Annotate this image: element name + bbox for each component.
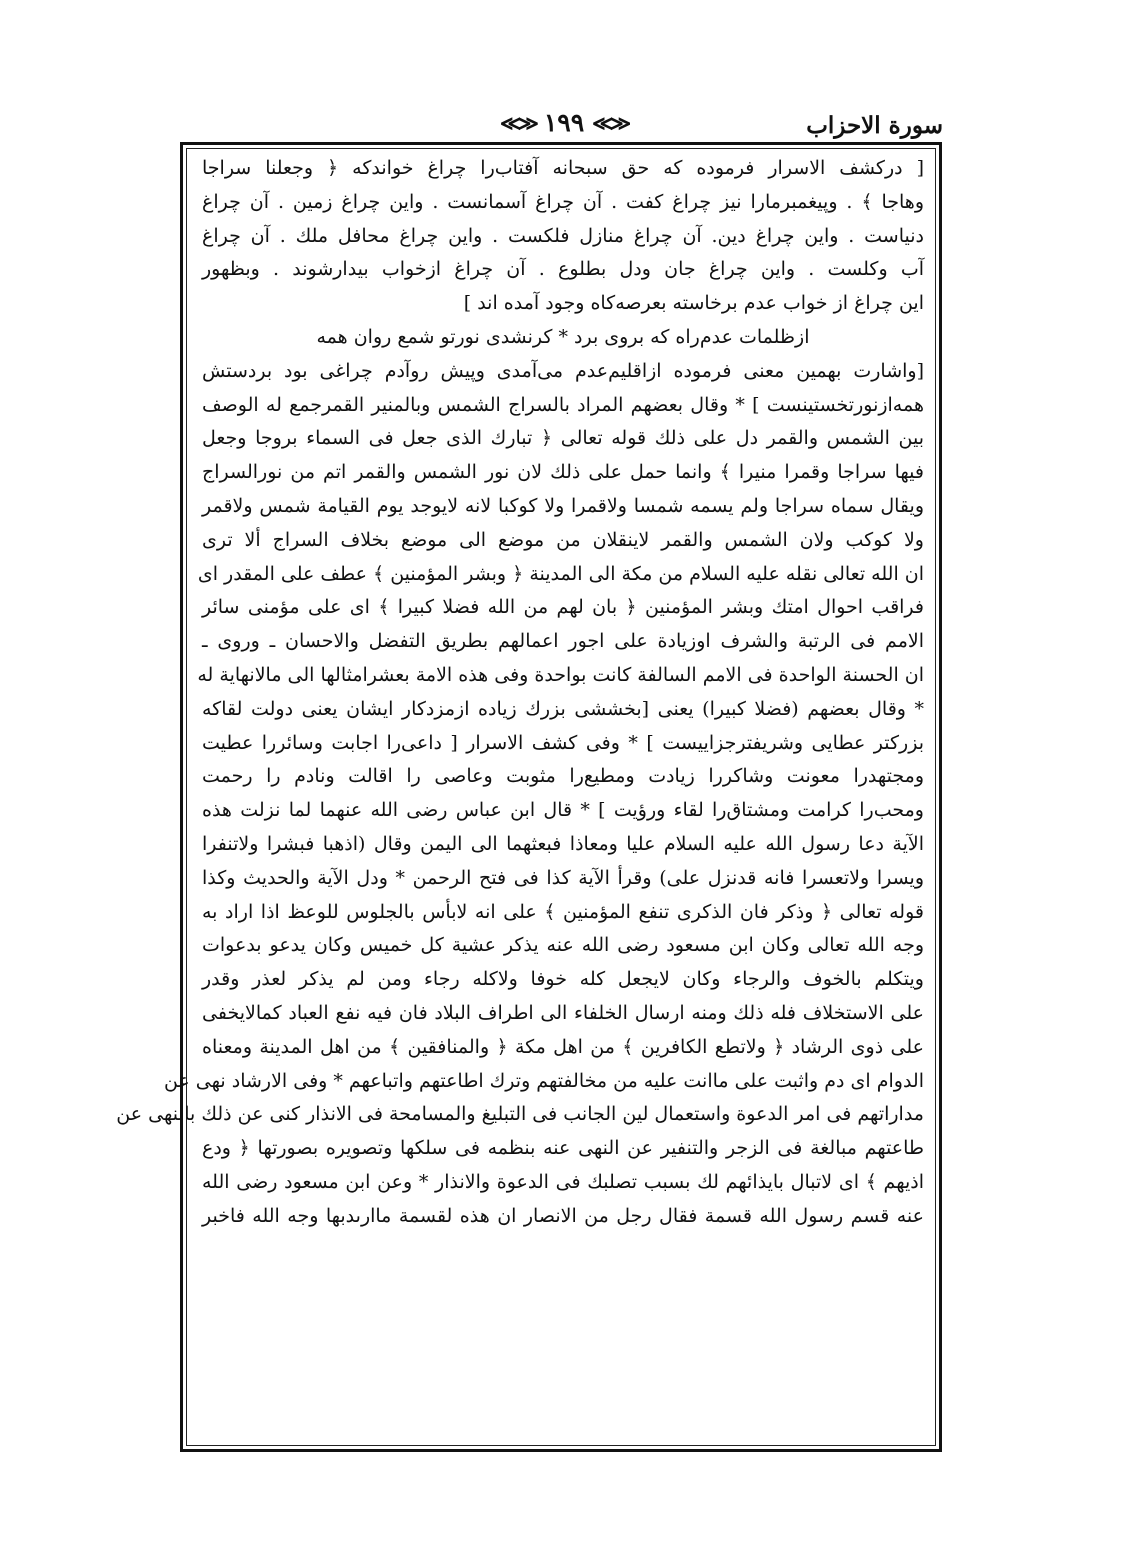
text-line: [واشارت بهمين معنى فرموده ازاقليم‌عدم مى‌آمدى وپيش روآدم چراغى بود بردستش xyxy=(202,359,924,382)
page-number: ١٩٩ xyxy=(543,108,585,137)
text-line: وهاجا ﴾ . وپيغمبرمارا نيز چراغ كفت . آن چراغ آسمانست . واين چراغ زمين . آن چراغ xyxy=(202,190,924,213)
surah-title: سورة الاحزاب xyxy=(806,112,943,139)
text-line: ويتكلم بالخوف والرجاء وكان لايجعل كله خوفا ولاكله رجاء ومن لم يذكر لعذر وقدر xyxy=(202,968,924,991)
text-line: [ دركشف الاسرار فرموده كه حق سبحانه آفتاب‌را چراغ خواندكه ﴿ وجعلنا سراجا xyxy=(202,157,924,179)
ornament-right: ≪≫ xyxy=(592,110,629,135)
text-line: وجه الله تعالى وكان ابن مسعود رضى الله عنه يذكر عشية كل خميس وكان يدعو بدعوات xyxy=(202,934,924,957)
text-line: دنياست . واين چراغ دين. آن چراغ منازل فلكست . واين چراغ محافل ملك . آن چراغ xyxy=(202,224,924,247)
text-line: مداراتهم فى امر الدعوة واستعمال لين الجانب فى التبليغ والمسامحة فى الانذار كنى عن ذلك بالنهى عن xyxy=(116,1103,924,1126)
text-line: الآية دعا رسول الله عليه السلام عليا ومعاذا فبعثهما الى اليمن وقال (اذهبا فبشرا ولاتنفرا xyxy=(202,832,924,855)
text-line: ان الحسنة الواحدة فى الامم السالفة كانت بواحدة وفى هذه الامة بعشرامثالها الى مالانهاية له xyxy=(197,663,924,686)
text-line: ومحب‌را كرامت ومشتاق‌را لقاء ورؤيت ] * قال ابن عباس رضى الله عنهما لما نزلت هذه xyxy=(202,799,924,822)
text-line: الامم فى الرتبة والشرف اوزيادة على اجور اعمالهم بطريق التفضل والاحسان ـ وروى ـ xyxy=(202,630,924,653)
text-line: فيها سراجا وقمرا منيرا ﴾ وانما حمل على ذلك لان نور الشمس والقمر اتم من نورالسراج xyxy=(202,461,924,484)
text-line: اذيهم ﴾ اى لاتبال بايذائهم لك بسبب تصلبك فى الدعوة والانذار * وعن ابن مسعود رضى الله xyxy=(202,1170,924,1193)
text-line: فراقب احوال امتك وبشر المؤمنين ﴿ بان لهم من الله فضلا كبيرا ﴾ اى على مؤمنى سائر xyxy=(202,596,924,619)
text-line: اين چراغ از خواب عدم برخاسته بعرصه‌كاه وجود آمده اند ] xyxy=(463,292,924,315)
verse-line: ازظلمات عدم‌راه كه بروى برد * كرنشدى نورتو شمع روان همه xyxy=(316,325,810,348)
text-line: * وقال بعضهم (فضلا كبيرا) يعنى [بخششى بزرك زياده ازمزدكار ايشان يعنى دولت لقاكه xyxy=(202,697,924,720)
text-line: قوله تعالى ﴿ وذكر فان الذكرى تنفع المؤمنين ﴾ على انه لابأس بالجلوس للوعظ اذا اراد به xyxy=(202,900,924,923)
text-line: عنه قسم رسول الله قسمة فقال رجل من الانصار ان هذه لقسمة ماارىدبها وجه الله فاخبر xyxy=(202,1204,924,1227)
ornament-left: ≪≫ xyxy=(499,110,536,135)
text-line: ان الله تعالى نقله عليه السلام من مكة الى المدينة ﴿ وبشر المؤمنين ﴾ عطف على المقدر اى xyxy=(197,562,924,585)
text-line: ويسرا ولاتعسرا فانه قدنزل على) وقرأ الآية كذا فى فتح الرحمن * ودل الآية والحديث وكذا xyxy=(202,866,924,889)
text-line: بزركتر عطايى وشريفترجزاييست ] * وفى كشف الاسرار [ داعى‌را اجابت وسائررا عطيت xyxy=(202,731,924,754)
page-number-group xyxy=(500,108,628,137)
text-line: ويقال سماه سراجا ولم يسمه شمسا ولاقمرا ولا كوكبا لانه لايوجد يوم القيامة شمس ولاقمر xyxy=(202,494,924,517)
text-line: ولا كوكب ولان الشمس والقمر لاينقلان من موضع الى موضع بخلاف السراج ألا ترى xyxy=(202,528,924,551)
page-header xyxy=(185,108,943,144)
text-line: بين الشمس والقمر دل على ذلك قوله تعالى ﴿ تبارك الذى جعل فى السماء بروجا وجعل xyxy=(202,427,924,450)
text-line: آب وكلست . واين چراغ جان ودل بطلوع . آن چراغ ازخواب بيدارشوند . وبظهور xyxy=(202,258,924,281)
text-line: الدوام اى دم واثبت على ماانت عليه من مخالفتهم وترك اطاعتهم واتباعهم * وفى الارشاد نهى عن xyxy=(163,1069,924,1092)
body-text xyxy=(116,152,924,1442)
text-line: ومجتهدرا معونت وشاكررا زيادت ومطيع‌را مثوبت وعاصى را اقالت ونادم را رحمت xyxy=(202,765,924,788)
text-line: على الاستخلاف فله ذلك ومنه ارسال الخلفاء الى اطراف البلاد فان فيه نفع العباد كمالايخفى xyxy=(202,1001,924,1024)
text-line: على ذوى الرشاد ﴿ ولاتطع الكافرين ﴾ من اهل مكة ﴿ والمنافقين ﴾ من اهل المدينة ومعناه xyxy=(202,1035,924,1058)
text-line: همه‌ازنورتخستينست ] * وقال بعضهم المراد بالسراج الشمس وبالمنير القمرجمع له الوصف xyxy=(202,393,924,416)
text-line: طاعتهم مبالغة فى الزجر والتنفير عن النهى عنه بنظمه فى سلكها وتصويره بصورتها ﴿ ودع xyxy=(202,1137,924,1160)
